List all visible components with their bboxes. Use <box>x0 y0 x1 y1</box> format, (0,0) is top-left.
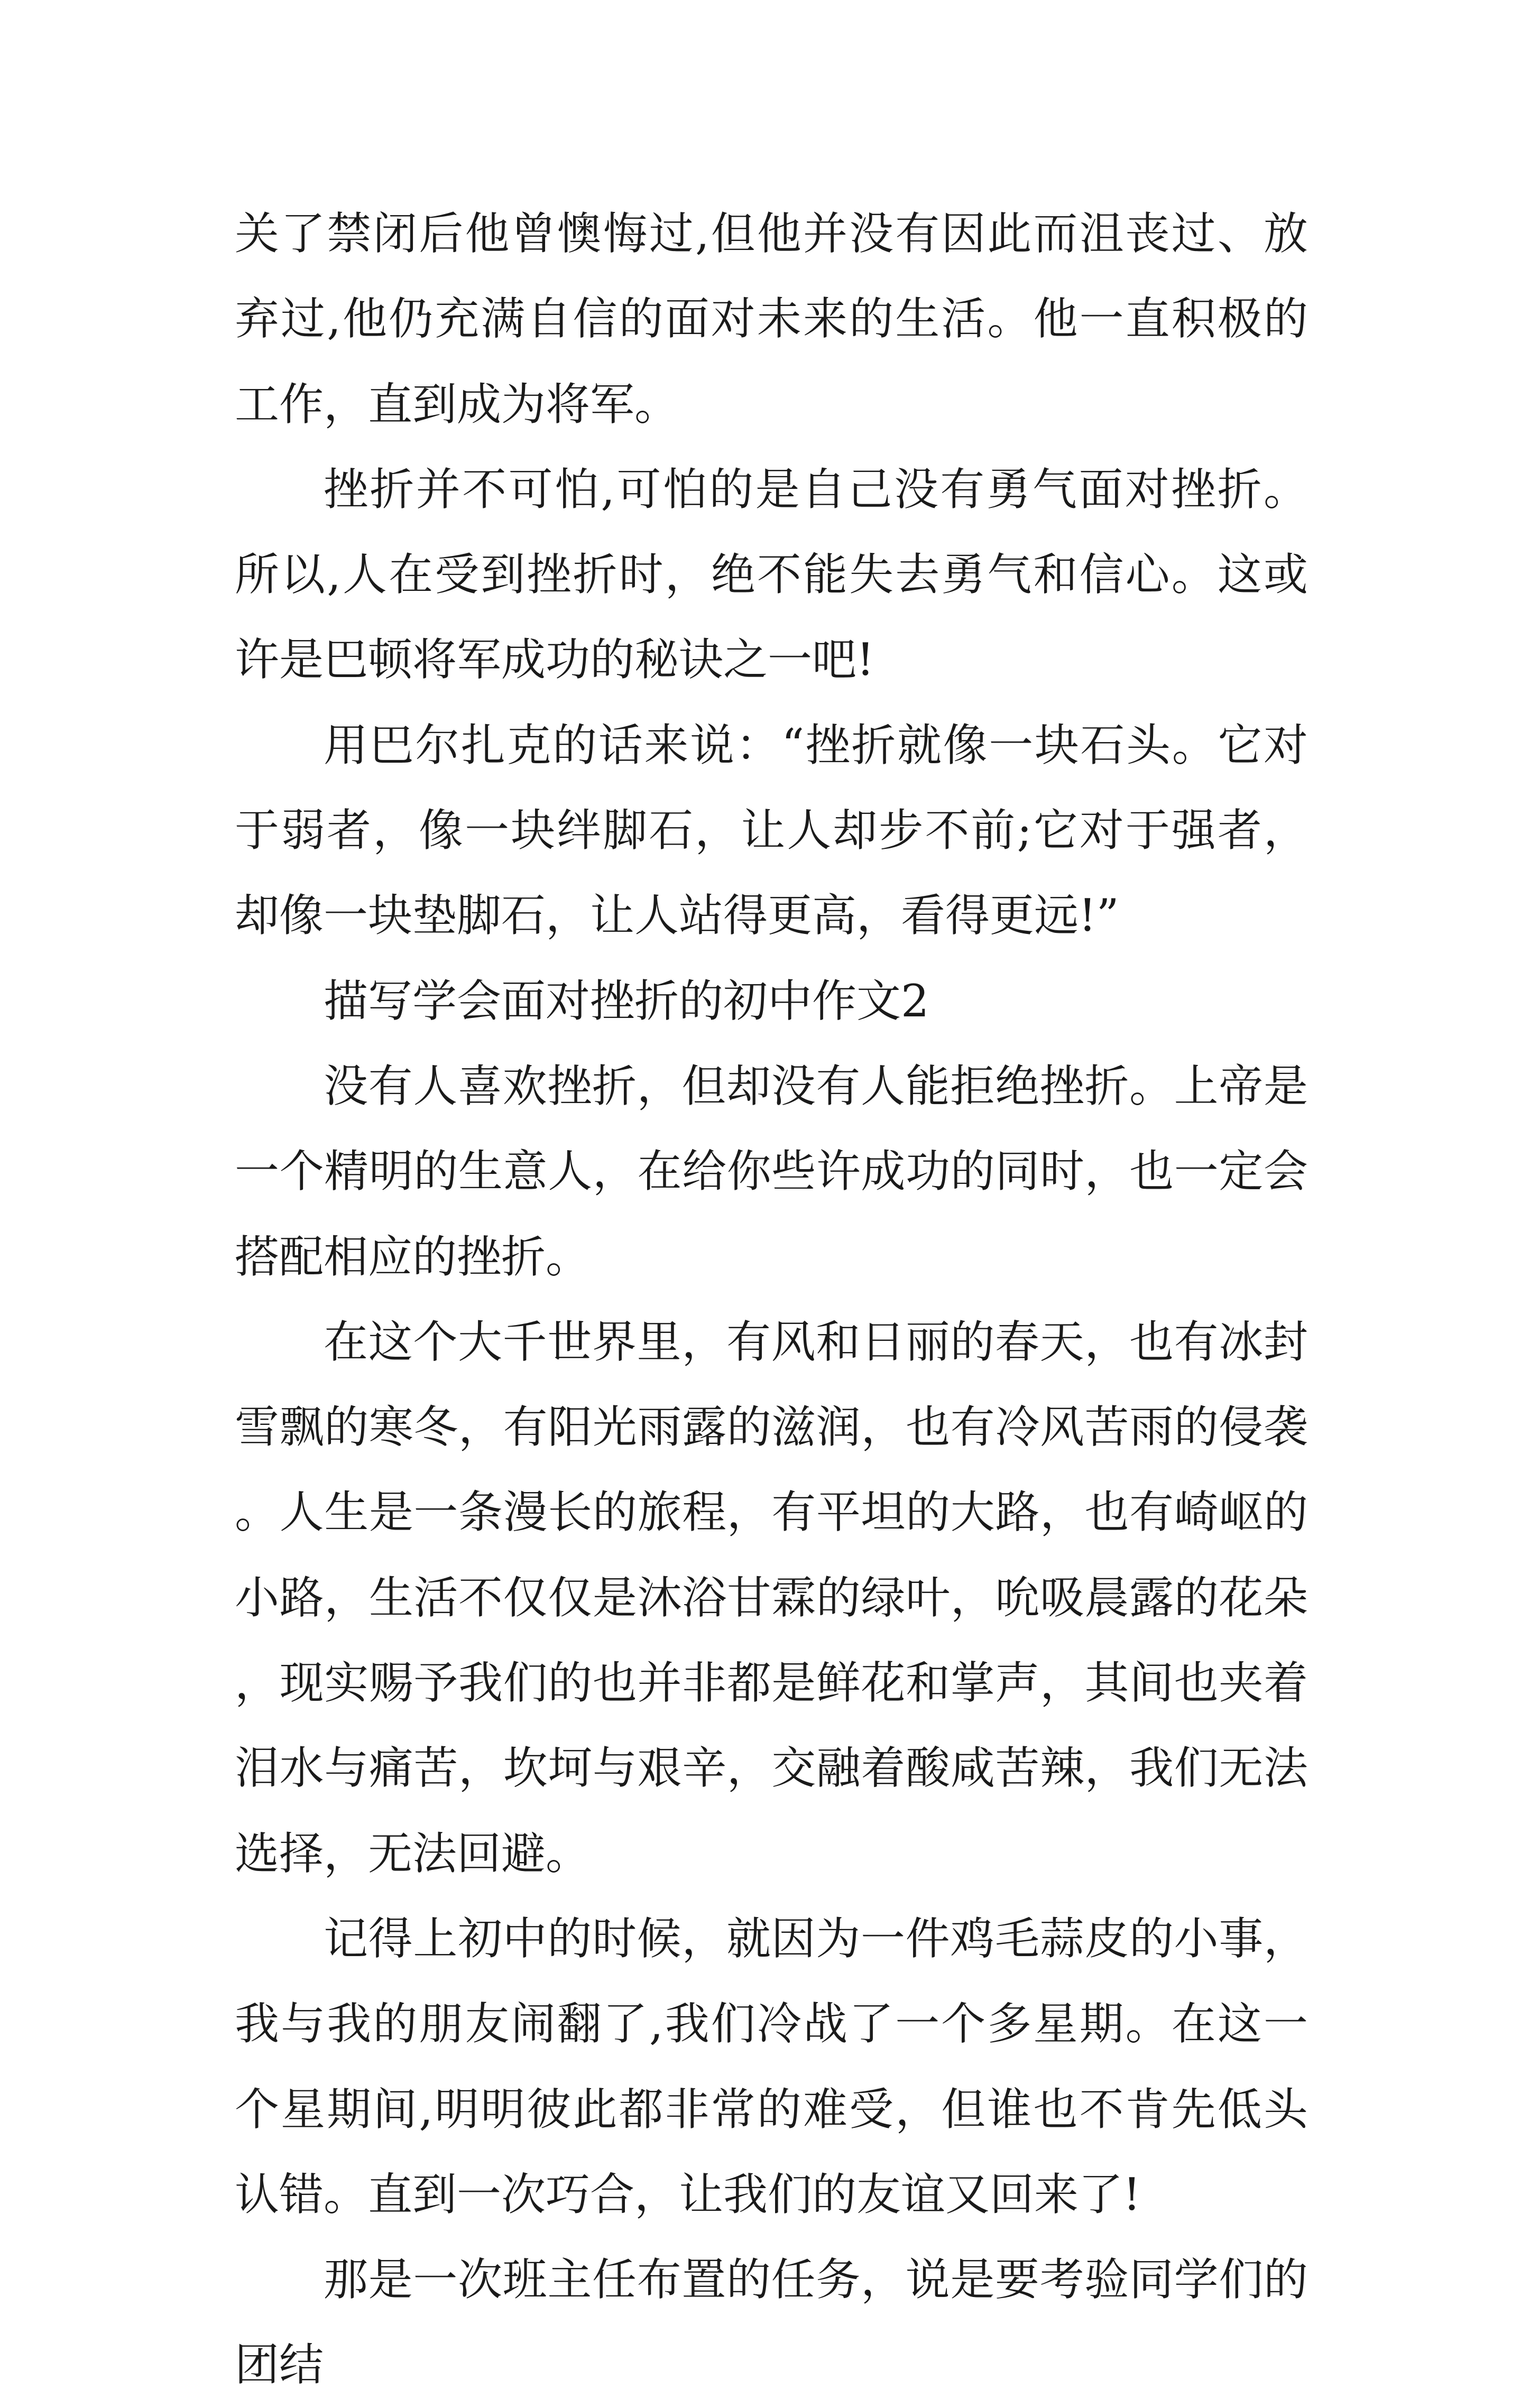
paragraph: 没有人喜欢挫折，但却没有人能拒绝挫折。上帝是一个精明的生意人，在给你些许成功的同时，也一定会搭配相应的挫折。 <box>235 1060 1308 1283</box>
paragraph: 在这个大千世界里，有风和日丽的春天，也有冰封雪飘的寒冬，有阳光雨露的滋润，也有冷风苦雨的侵袭。人生是一条漫长的旅程，有平坦的大路，也有崎岖的小路，生活不仅仅是沐浴甘霖的绿叶，吮吸晨露的花朵，现实赐予我们的也并非都是鲜花和掌声，其间也夹着泪水与痛苦，坎坷与艰辛，交融着酸咸苦辣，我们无法选择，无法回避。 <box>235 1316 1308 1879</box>
paragraph: 那是一次班主任布置的任务，说是要考验同学们的团结 <box>235 2254 1308 2391</box>
paragraph: 用巴尔扎克的话来说：“挫折就像一块石头。它对于弱者，像一块绊脚石，让人却步不前;它对于强者，却像一块垫脚石，让人站得更高，看得更远!” <box>235 719 1308 942</box>
body-text <box>235 191 1308 2408</box>
section-heading: 描写学会面对挫折的初中作文2 <box>324 975 929 1027</box>
paragraph: 记得上初中的时候，就因为一件鸡毛蒜皮的小事，我与我的朋友闹翻了,我们冷战了一个多星期。在这一个星期间,明明彼此都非常的难受，但谁也不肯先低头认错。直到一次巧合，让我们的友谊又回来了! <box>235 1912 1308 2220</box>
paragraph: 挫折并不可怕,可怕的是自己没有勇气面对挫折。所以,人在受到挫折时，绝不能失去勇气和信心。这或许是巴顿将军成功的秘诀之一吧! <box>235 463 1308 686</box>
paragraph: 关了禁闭后他曾懊悔过,但他并没有因此而沮丧过、放弃过,他仍充满自信的面对未来的生活。他一直积极的工作，直到成为将军。 <box>235 208 1308 430</box>
